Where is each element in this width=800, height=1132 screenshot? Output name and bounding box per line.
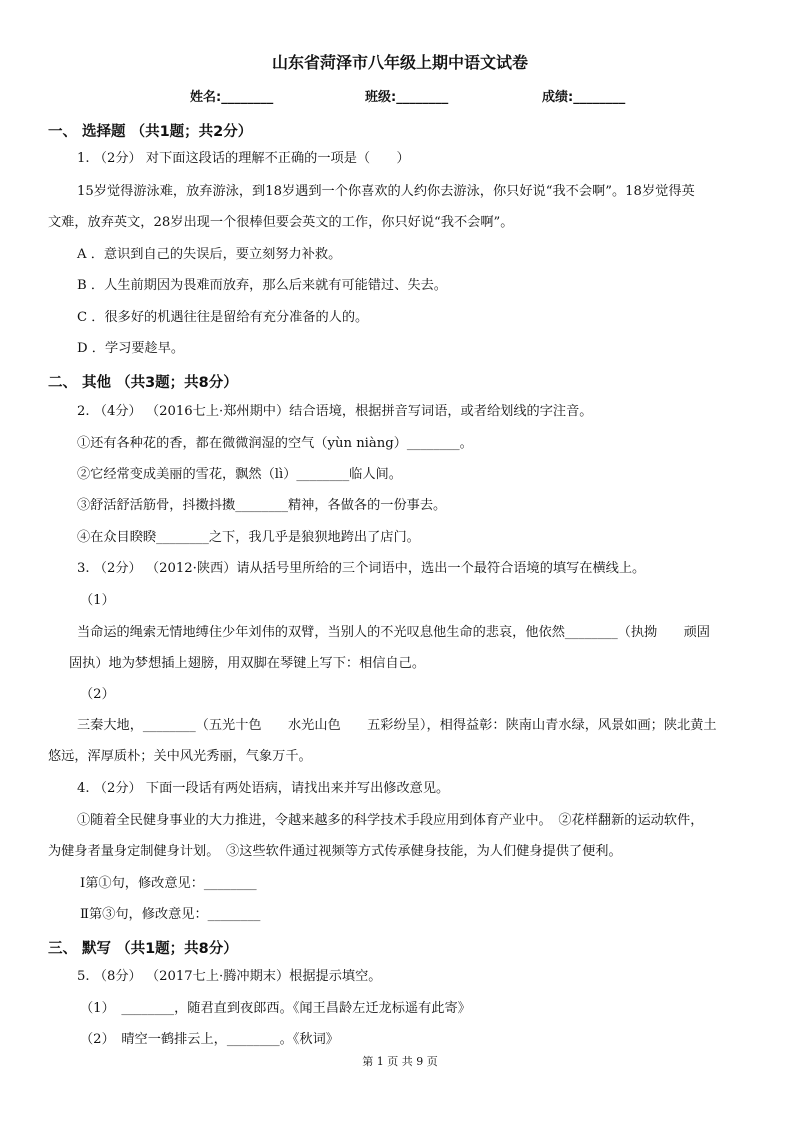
question-line: （2） 晴空一鹤排云上，________。《秋词》 xyxy=(80,1032,339,1047)
class-field-label: 班级:________ xyxy=(365,90,449,105)
option-d: D ．学习要趁早。 xyxy=(77,341,185,356)
section-heading-other: 二、 其他 （共3题；共8分） xyxy=(48,375,238,391)
question-line: ③舒活舒活筋骨，抖擞抖擞________精神，各做各的一份事去。 xyxy=(77,498,447,513)
question-line: 3. （2分） （2012·陕西）请从括号里所给的三个词语中，选出一个最符合语境的填写在横线上。 xyxy=(77,561,646,576)
question-line: （1） ________，随君直到夜郎西。《闻王昌龄左迁龙标遥有此寄》 xyxy=(80,1001,471,1016)
question-line: 悠远，浑厚质朴；关中风光秀丽，气象万千。 xyxy=(48,749,312,764)
question-line: 三秦大地，________（五光十色 水光山色 五彩纷呈），相得益彰：陕南山青水绿，风景如画；陕北黄土 xyxy=(77,718,717,733)
sub-question-number: （2） xyxy=(80,687,115,702)
question-line: ④在众目睽睽________之下，我几乎是狼狈地跨出了店门。 xyxy=(77,530,420,545)
answer-line: Ⅱ第③句，修改意见：________ xyxy=(80,907,261,922)
question-line: ②它经常变成美丽的雪花，飘然（lì）________临人间。 xyxy=(77,467,402,482)
question-line: 固执）地为梦想插上翅膀，用双脚在琴键上写下：相信自己。 xyxy=(69,656,426,671)
option-b: B ．人生前期因为畏难而放弃，那么后来就有可能错过、失去。 xyxy=(77,278,447,293)
question-line: 5. （8分） （2017七上·腾冲期末）根据提示填空。 xyxy=(77,969,382,984)
answer-line: Ⅰ第①句，修改意见：________ xyxy=(80,876,257,891)
option-c: C ．很多好的机遇往往是留给有充分准备的人的。 xyxy=(77,310,369,325)
section-heading-dictation: 三、 默写 （共1题；共8分） xyxy=(48,941,238,957)
question-line: 文难，放弃英文，28岁出现一个很棒但要会英文的工作，你只好说“我不会啊”。 xyxy=(48,215,514,230)
question-line: 15岁觉得游泳难，放弃游泳，到18岁遇到一个你喜欢的人约你去游泳，你只好说“我不会啊”。18岁觉得英 xyxy=(77,184,695,199)
name-field-label: 姓名:________ xyxy=(190,90,274,105)
question-line: 1. （2分） 对下面这段话的理解不正确的一项是（ ） xyxy=(77,151,410,166)
question-line: ①随着全民健身事业的大力推进，令越来越多的科学技术手段应用到体育产业中。 ②花样翻新的运动软件， xyxy=(77,813,704,828)
question-line: 为健身者量身定制健身计划。 ③这些软件通过视频等方式传承健身技能，为人们健身提供了便利。 xyxy=(48,844,622,859)
sub-question-number: （1） xyxy=(80,593,115,608)
exam-title: 山东省菏泽市八年级上期中语文试卷 xyxy=(271,53,528,72)
score-field-label: 成绩:________ xyxy=(542,90,626,105)
question-line: 2. （4分） （2016七上·郑州期中）结合语境，根据拼音写词语，或者给划线的字注音。 xyxy=(77,404,593,419)
question-line: 4. （2分） 下面一段话有两处语病，请找出来并写出修改意见。 xyxy=(77,781,450,796)
question-line: 当命运的绳索无情地缚住少年刘伟的双臂，当别人的不光叹息他生命的悲哀，他依然________（执拗 顽固 xyxy=(77,625,710,640)
section-heading-choice: 一、 选择题 （共1题；共2分） xyxy=(48,124,253,140)
question-line: ①还有各种花的香，都在微微润湿的空气（yùn niàng）________。 xyxy=(77,436,473,451)
page-footer: 第 1 页 共 9 页 xyxy=(362,1055,438,1068)
option-a: A ．意识到自己的失误后，要立刻努力补救。 xyxy=(77,247,342,262)
